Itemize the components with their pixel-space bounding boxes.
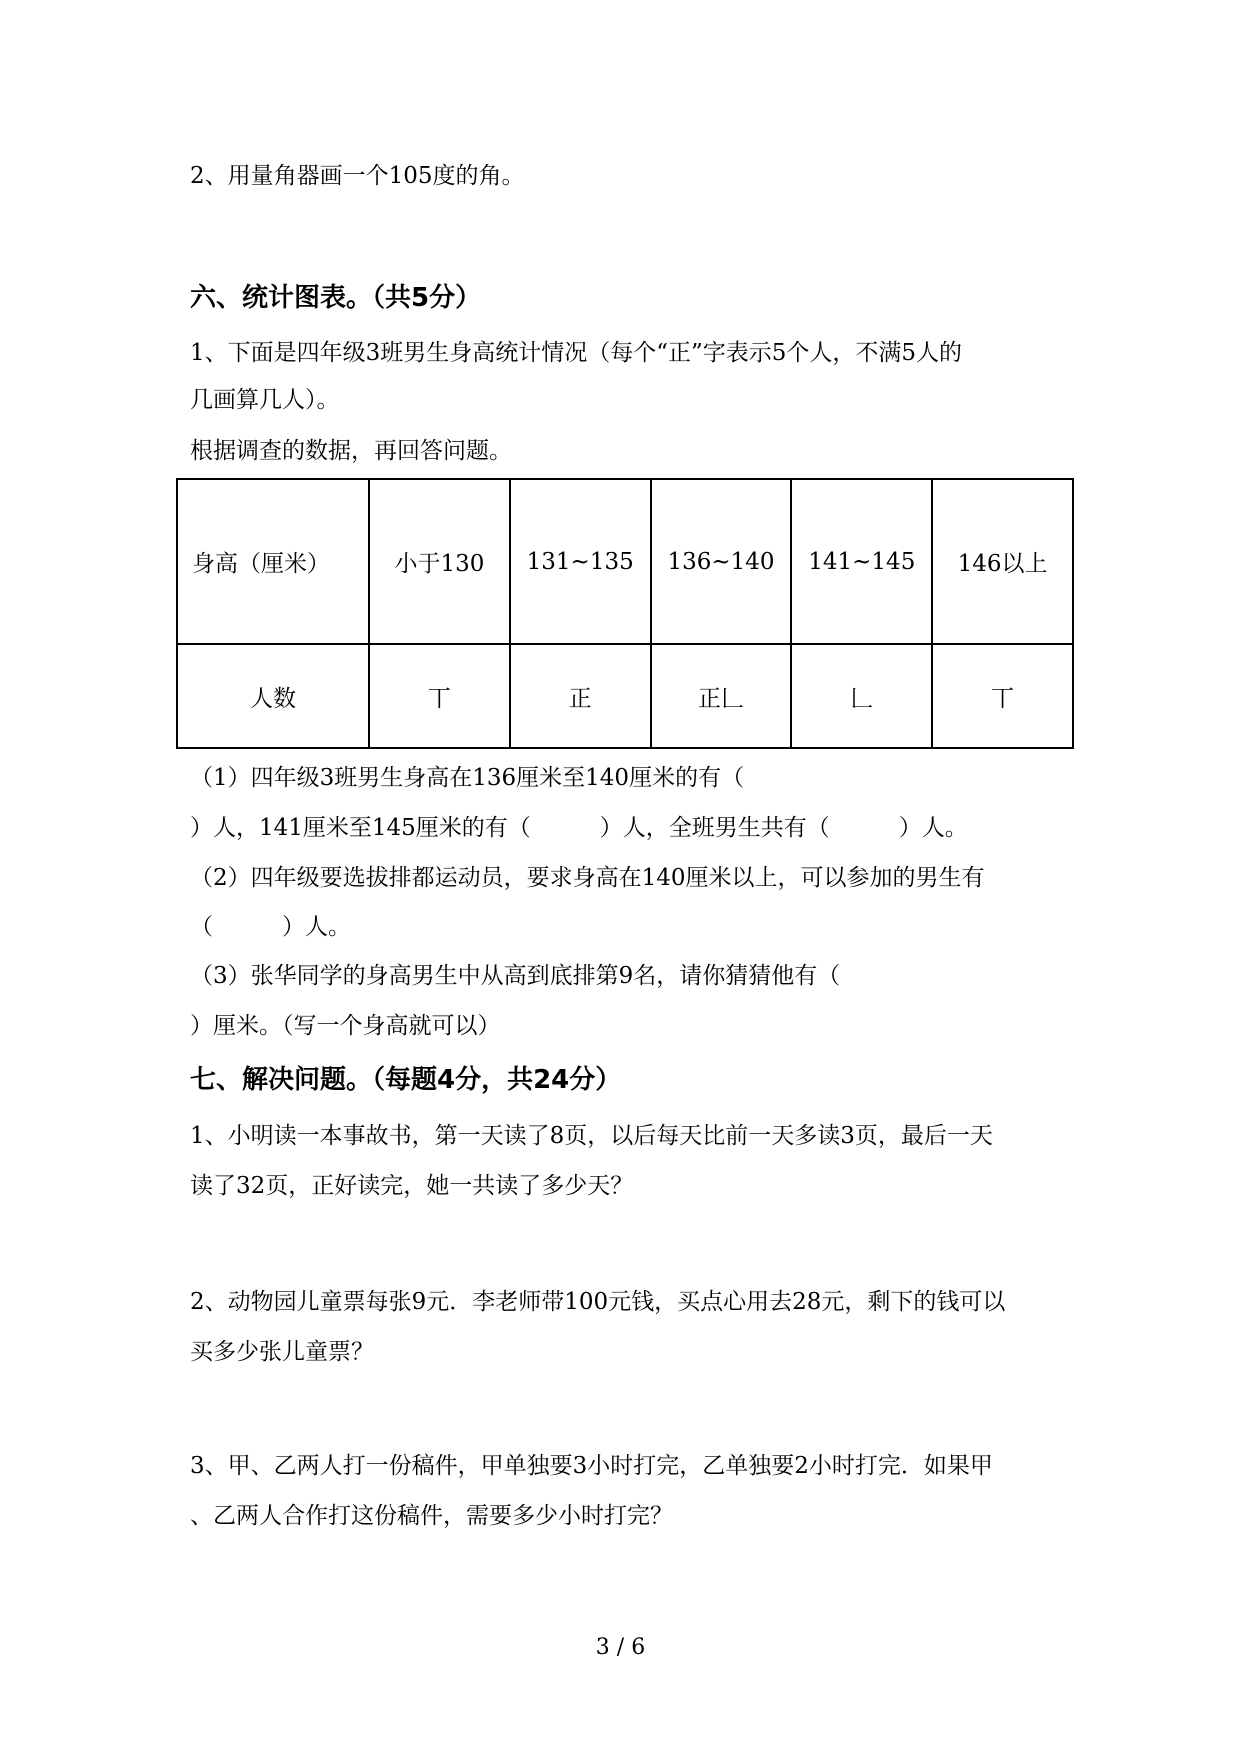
table-header-cell: 身高（厘米）	[177, 479, 369, 644]
section-7-q2-line1: 2、动物园儿童票每张9元．李老师带100元钱，买点心用去28元，剩下的钱可以	[190, 1289, 1006, 1315]
height-stats-table	[176, 478, 1074, 749]
section-6-q1-line3: 根据调查的数据，再回答问题。	[190, 438, 512, 464]
section-6-title: 六、统计图表。（共5分）	[190, 283, 482, 313]
section-7-q2-line2: 买多少张儿童票？	[190, 1339, 374, 1365]
tally-cell: 丅	[369, 644, 510, 748]
table-header-cell: 141~145	[791, 479, 932, 644]
table-header-cell: 小于130	[369, 479, 510, 644]
table-header-cell: 136~140	[651, 479, 792, 644]
tally-cell: 𠃊	[791, 644, 932, 748]
tally-cell: 正𠃊	[651, 644, 792, 748]
section-7-q1-line1: 1、小明读一本事故书，第一天读了8页，以后每天比前一天多读3页，最后一天	[190, 1123, 993, 1149]
section-7-q1-line2: 读了32页，正好读完，她一共读了多少天？	[190, 1173, 634, 1199]
section-7-q3-line2: 、乙两人合作打这份稿件，需要多少小时打完？	[190, 1503, 673, 1529]
section-7-q3-line1: 3、甲、乙两人打一份稿件，甲单独要3小时打完，乙单独要2小时打完．如果甲	[190, 1453, 993, 1479]
section-6-q1-line2: 几画算几人）。	[190, 387, 340, 413]
section-6-q1-line1: 1、下面是四年级3班男生身高统计情况（每个“正”字表示5个人，不满5人的	[190, 340, 963, 366]
sub-question-3-line1: （3）张华同学的身高男生中从高到底排第9名，请你猜猜他有（	[190, 963, 841, 989]
sub-question-2-line2: （ ）人。	[190, 914, 351, 940]
table-row-count	[177, 644, 1073, 748]
section-7-title: 七、解决问题。（每题4分，共24分）	[190, 1065, 622, 1095]
table-row-header	[177, 479, 1073, 644]
sub-question-3-line2: ）厘米。（写一个身高就可以）	[190, 1013, 501, 1039]
table-header-cell: 131~135	[510, 479, 651, 644]
table-header-cell: 146以上	[932, 479, 1073, 644]
question-5-2: 2、用量角器画一个105度的角。	[190, 163, 525, 189]
table-row-label: 人数	[177, 644, 369, 748]
tally-cell: 丅	[932, 644, 1073, 748]
sub-question-2-line1: （2）四年级要选拔排都运动员，要求身高在140厘米以上，可以参加的男生有	[190, 865, 985, 891]
sub-question-1-line2: ）人，141厘米至145厘米的有（ ）人，全班男生共有（ ）人。	[190, 815, 968, 841]
sub-question-1-line1: （1）四年级3班男生身高在136厘米至140厘米的有（	[190, 765, 745, 791]
tally-cell: 正	[510, 644, 651, 748]
page-number: 3 / 6	[595, 1635, 646, 1660]
